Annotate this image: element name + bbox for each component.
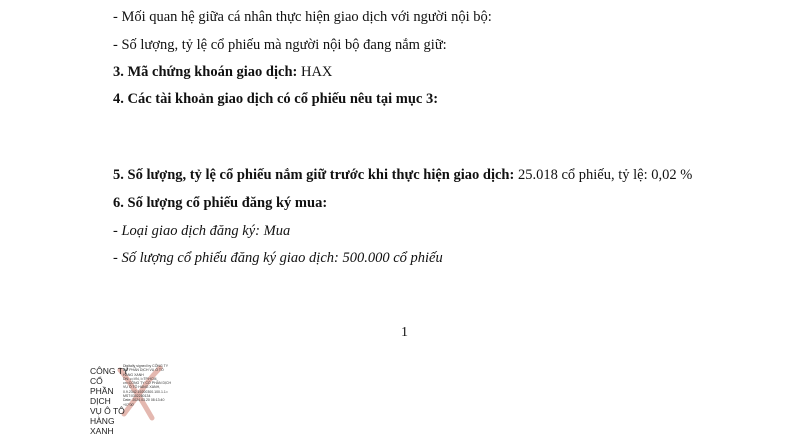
digital-signature [90, 362, 290, 436]
page-number: 1 [401, 325, 408, 340]
signature-details: Digitally signed by CÔNG TY CỔ PHẦN DỊCH VỤ Ô TÔ HÀNG XANH DN: c=VN, l=TP.HCM, cn=CÔNG TY CỔ PHẦN DỊCH VỤ Ô TÔ HÀNG XANH, 0.9.2342.19200300.100.1.1= MST:0302280134 Date: 2024.03.20 08:13:40 +07'00' [123, 364, 172, 407]
item-3-stock-code [113, 63, 332, 81]
item-5-label: 5. Số lượng, tỷ lệ cổ phiếu nắm giữ trước khi thực hiện giao dịch: [113, 167, 515, 183]
insider-holding-line: - Số lượng, tỷ lệ cổ phiếu mà người nội bộ đang nắm giữ: [113, 37, 447, 53]
item-5-value: 25.018 cổ phiếu, tỷ lệ: 0,02 % [514, 167, 693, 183]
item-3-label: 3. Mã chứng khoán giao dịch: [113, 64, 298, 80]
item-5-holding-before [113, 166, 692, 184]
item-4-accounts-heading: 4. Các tài khoản giao dịch có cổ phiếu nêu tại mục 3: [113, 91, 439, 107]
signer-company-name: CÔNG TY CỔ PHẦN DỊCH VỤ Ô TÔ HÀNG XANH [90, 366, 129, 436]
registered-quantity-line: - Số lượng cổ phiếu đăng ký giao dịch: 500.000 cổ phiếu [113, 250, 443, 266]
item-3-value: HAX [297, 64, 333, 80]
item-6-registered-heading: 6. Số lượng cổ phiếu đăng ký mua: [113, 195, 328, 211]
transaction-type-line: - Loại giao dịch đăng ký: Mua [113, 223, 291, 239]
insider-relationship-line: - Mối quan hệ giữa cá nhân thực hiện giao dịch với người nội bộ: [113, 9, 492, 25]
